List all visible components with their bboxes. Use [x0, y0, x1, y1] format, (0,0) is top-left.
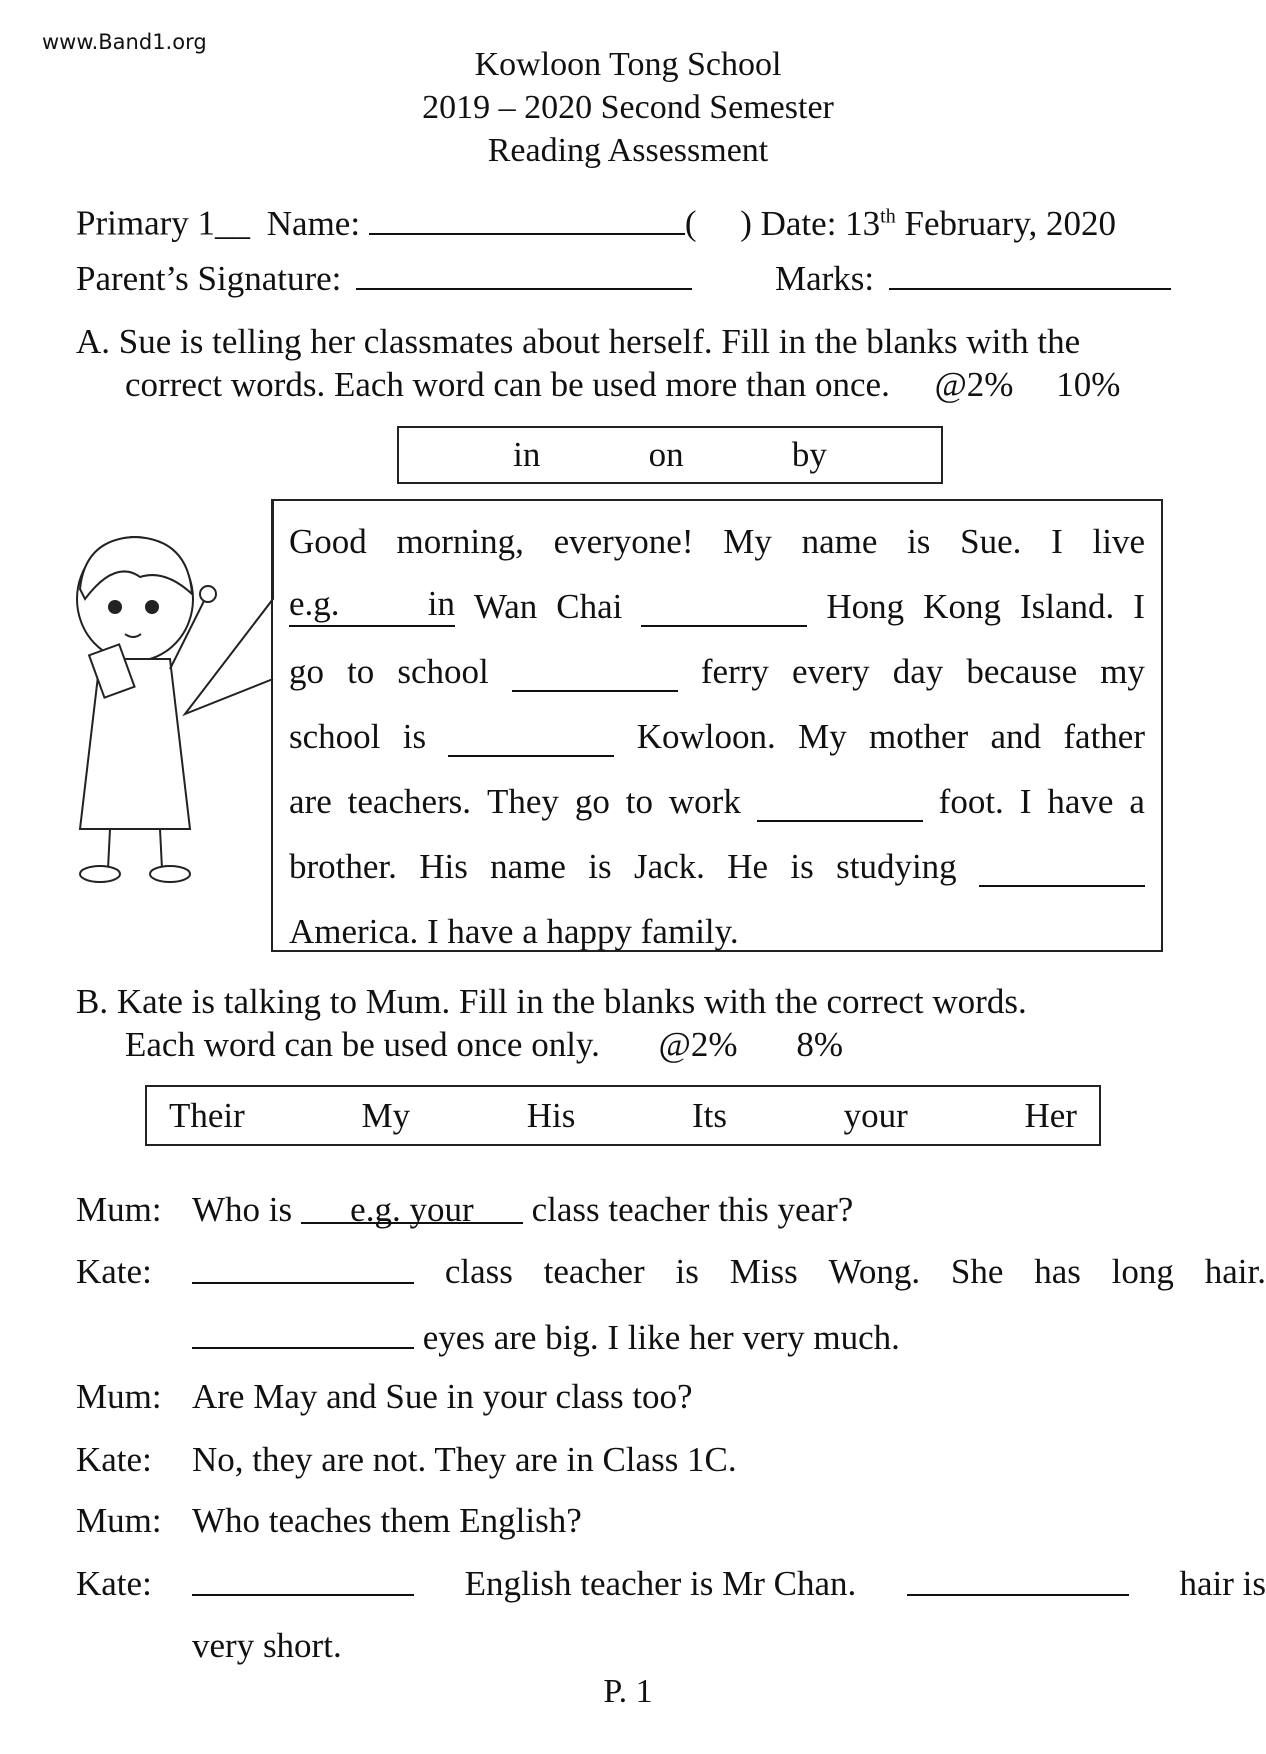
passage-line: are teachers. They go to work foot. I have a: [289, 782, 1145, 821]
semester: 2019 – 2020 Second Semester: [422, 89, 834, 126]
class-label: Primary 1__: [76, 203, 251, 243]
section-b-instruction: B. Kate is talking to Mum. Fill in the blanks with the correct words.: [76, 982, 1027, 1021]
class-number-field[interactable]: ( ): [684, 203, 752, 243]
speech-bubble-passage: [271, 499, 1163, 952]
signature-field[interactable]: [356, 258, 692, 290]
marks-label: Marks:: [775, 259, 875, 298]
name-label: Name:: [266, 203, 361, 243]
dialogue-line: Kate: No, they are not. They are in Class 1C.: [76, 1438, 1196, 1482]
section-a-per-mark: @2%: [934, 365, 1014, 404]
word-option: Their: [169, 1095, 245, 1135]
word-option: your: [843, 1095, 908, 1135]
example-answer: e.g. in: [289, 587, 455, 627]
word-bank-b: [145, 1085, 1101, 1146]
answer-blank-b4[interactable]: [907, 1562, 1129, 1596]
passage-line: e.g. in Wan Chai Hong Kong Island. I: [289, 583, 1145, 626]
dialogue-line: Mum: Who teaches them English?: [76, 1499, 1196, 1543]
page-number: P. 1: [603, 1673, 653, 1710]
signature-label: Parent’s Signature:: [76, 259, 342, 298]
speaker: Mum:: [76, 1377, 162, 1416]
section-a-total: 10%: [1056, 365, 1121, 404]
dialogue-line: very short.: [192, 1626, 342, 1665]
marks-row: [775, 257, 1171, 301]
marks-field[interactable]: [889, 258, 1171, 290]
word-option: His: [526, 1095, 576, 1135]
speaker: Kate:: [76, 1252, 152, 1291]
word-bank-a: [397, 426, 943, 484]
section-b-instruction-2: Each word can be used once only. @2% 8%: [125, 1025, 843, 1064]
student-info-row: [76, 194, 1116, 246]
dialogue-line: eyes are big. I like her very much.: [76, 1313, 1196, 1357]
speaker: Kate:: [76, 1564, 152, 1603]
speaker: Mum:: [76, 1190, 162, 1229]
passage-line: brother. His name is Jack. He is studying: [289, 834, 1145, 899]
passage-line: America. I have a happy family.: [289, 912, 739, 951]
section-b-total: 8%: [796, 1025, 843, 1064]
passage-line: school is Kowloon. My mother and father: [289, 717, 1145, 756]
answer-blank-1[interactable]: [641, 587, 807, 627]
assessment-title: Reading Assessment: [487, 132, 769, 169]
answer-blank-4[interactable]: [757, 782, 923, 822]
speaker: Mum:: [76, 1501, 162, 1540]
dialogue-line: Mum: Who is e.g. your class teacher this year?: [76, 1188, 1196, 1232]
dialogue-line: Kate: English teacher is Mr Chan. hair is: [76, 1562, 1196, 1606]
section-b-per-mark: @2%: [658, 1025, 738, 1064]
speaker: Kate:: [76, 1440, 152, 1479]
word-option: on: [648, 435, 684, 474]
school-name: Kowloon Tong School: [474, 46, 782, 83]
name-field[interactable]: [369, 203, 685, 235]
word-option: Its: [692, 1095, 728, 1135]
passage-line: go to school ferry every day because my: [289, 652, 1145, 691]
answer-blank-b2[interactable]: [192, 1313, 414, 1349]
passage-line: Good morning, everyone! My name is Sue. I live: [289, 522, 1145, 561]
dialogue-line: Kate: class teacher is Miss Wong. She has long hair.: [76, 1250, 1196, 1294]
date-label: Date: 13th February, 2020: [760, 203, 1117, 243]
answer-blank-3[interactable]: [448, 717, 614, 757]
word-option: Her: [1024, 1095, 1077, 1135]
section-a-instruction-2: correct words. Each word can be used more than once. @2% 10%: [125, 365, 1121, 404]
word-option: My: [361, 1095, 411, 1135]
section-a-instruction: A. Sue is telling her classmates about herself. Fill in the blanks with the: [76, 322, 1081, 361]
answer-blank-2[interactable]: [512, 652, 678, 692]
answer-blank-b1[interactable]: [192, 1250, 414, 1284]
girl-illustration: [40, 499, 280, 899]
signature-row: [76, 257, 692, 301]
word-option: by: [791, 435, 827, 474]
answer-blank-5[interactable]: [979, 847, 1145, 887]
watermark: www.Band1.org: [42, 30, 207, 54]
word-option: in: [513, 435, 541, 474]
example-answer: e.g. your: [301, 1188, 523, 1224]
answer-blank-b3[interactable]: [192, 1562, 414, 1596]
dialogue-line: Mum: Are May and Sue in your class too?: [76, 1375, 1196, 1419]
